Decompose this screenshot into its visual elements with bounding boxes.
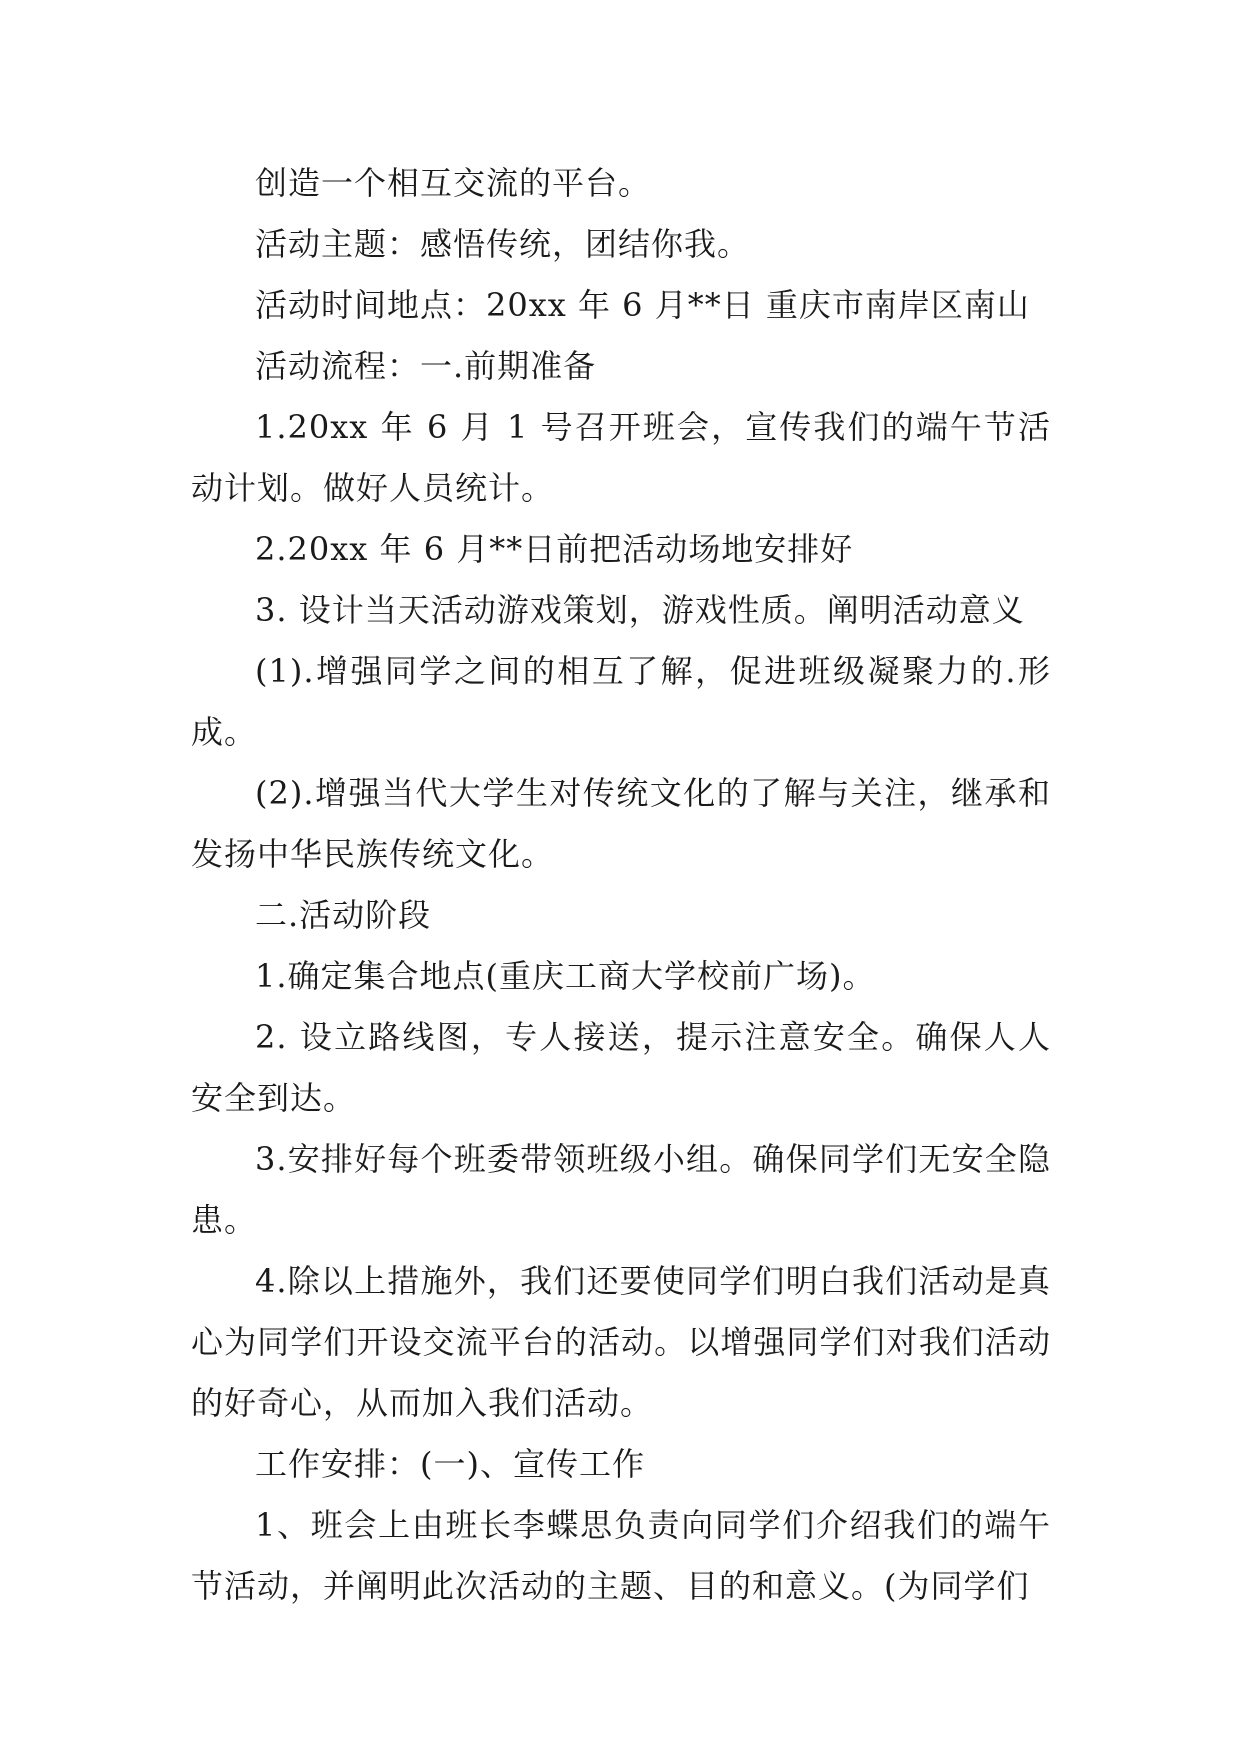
paragraph-prep-3: 3. 设计当天活动游戏策划，游戏性质。阐明活动意义	[255, 591, 1025, 629]
paragraph-time-place: 活动时间地点：20xx 年 6 月**日 重庆市南岸区南山	[255, 286, 1030, 324]
paragraph-meaning-1: (1).增强同学之间的相互了解，促进班级凝聚力的.形成。	[191, 652, 1051, 751]
paragraph-process-heading: 活动流程：一.前期准备	[255, 347, 597, 385]
paragraph-prep-1: 1.20xx 年 6 月 1 号召开班会，宣传我们的端午节活动计划。做好人员统计。	[191, 408, 1051, 507]
paragraph-stage-heading: 二.活动阶段	[255, 896, 432, 934]
paragraph-stage-3: 3.安排好每个班委带领班级小组。确保同学们无安全隐患。	[191, 1140, 1051, 1239]
paragraph-stage-4: 4.除以上措施外，我们还要使同学们明白我们活动是真心为同学们开设交流平台的活动。以增强同学们对我们活动的好奇心，从而加入我们活动。	[191, 1262, 1051, 1422]
paragraph-meaning-2: (2).增强当代大学生对传统文化的了解与关注，继承和发扬中华民族传统文化。	[191, 774, 1051, 873]
paragraph-stage-1: 1.确定集合地点(重庆工商大学校前广场)。	[255, 957, 876, 995]
paragraph-platform: 创造一个相互交流的平台。	[255, 164, 652, 202]
paragraph-work-1: 1、班会上由班长李蝶思负责向同学们介绍我们的端午节活动，并阐明此次活动的主题、目的和意义。(为同学们	[191, 1506, 1051, 1605]
paragraph-prep-2: 2.20xx 年 6 月**日前把活动场地安排好	[255, 530, 854, 568]
paragraph-theme: 活动主题：感悟传统，团结你我。	[255, 225, 751, 263]
paragraph-stage-2: 2. 设立路线图，专人接送，提示注意安全。确保人人安全到达。	[191, 1018, 1051, 1117]
document-body	[191, 153, 1051, 1617]
paragraph-work-heading: 工作安排：(一)、宣传工作	[255, 1445, 645, 1483]
